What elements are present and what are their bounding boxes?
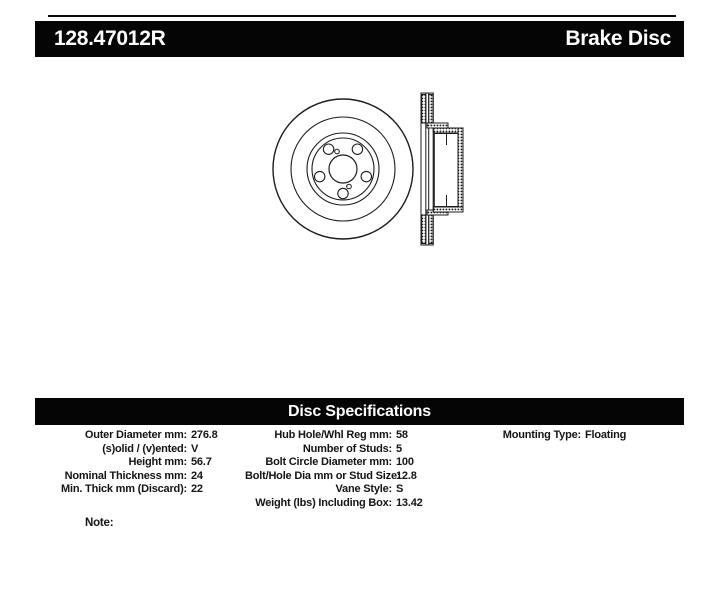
set-screw-hole [347,184,352,189]
spec-row [245,456,490,470]
spec-value: 100 [396,456,414,468]
spec-label: Hub Hole/Whl Reg mm: [274,429,392,441]
brake-disc-technical-drawing [265,85,475,253]
spec-value: 22 [191,483,203,495]
section-plate-hatch [422,215,426,244]
spec-value: 24 [191,469,203,482]
section-plate-hatch [429,215,433,244]
spec-label: Number of Studs: [302,442,392,455]
section-plate-hatch [422,95,426,124]
stud-holes [315,144,372,199]
hat-bottom-wall-hatch [433,207,463,212]
spec-value: S [396,483,404,495]
spec-row [35,443,265,457]
part-number: 128.47012R [54,27,166,50]
spec-value: Floating [585,429,627,441]
product-name: Brake Disc [565,27,671,50]
section-plate-hatch [429,95,433,124]
spec-value: 12.8 [396,469,417,482]
spec-value: 5 [396,442,402,455]
spec-label: Outer Diameter mm: [84,429,187,441]
spec-row [245,443,490,457]
spec-column-left [35,429,265,497]
spec-row [35,429,265,443]
spec-label: Bolt Circle Diameter mm: [265,456,392,468]
hub-outer-circle [307,133,379,205]
spec-column-right [455,429,695,443]
center-bore-circle [329,155,357,183]
spec-label: Weight (lbs) Including Box: [255,496,392,509]
header-bar [35,21,684,57]
set-screw-hole [335,149,340,154]
spec-value: 58 [396,429,408,441]
spec-row [245,429,490,443]
spec-label: (s)olid / (v)ented: [102,442,187,455]
hat-right-wall-hatch [458,128,463,212]
stud-hole [323,144,333,154]
spec-row [245,483,490,497]
spec-row [35,456,265,470]
spec-row [35,470,265,484]
spec-row [455,429,695,443]
hat-step-hatch [427,123,448,128]
spec-row [245,497,490,511]
spec-value: 13.42 [396,496,423,509]
spec-value: 56.7 [191,456,212,468]
stud-hole [315,171,325,181]
spec-label: Nominal Thickness mm: [64,469,187,482]
spec-row [245,470,490,484]
spec-row [35,483,265,497]
spec-section-bar [35,398,684,425]
hub-inner-circle [312,138,374,200]
spec-label: Min. Thick mm (Discard): [61,483,187,495]
stud-hole [338,188,348,198]
spec-label: Mounting Type: [502,429,581,441]
note-label: Note: [85,517,114,529]
stud-hole [361,171,371,181]
brake-disc-front-view [273,99,413,239]
spec-label: Height mm: [128,456,187,468]
spec-value: 276.8 [191,429,218,441]
brake-disc-cross-section-view [421,93,463,245]
outer-diameter-circle [273,99,413,239]
top-border-line [48,15,676,17]
spec-label: Bolt/Hole Dia mm or Stud Size: [245,469,401,482]
spec-value: V [191,442,199,455]
spec-section-title: Disc Specifications [288,402,431,420]
spec-column-middle [245,429,490,510]
stud-hole [352,144,362,154]
spec-label: Vane Style: [335,483,392,495]
